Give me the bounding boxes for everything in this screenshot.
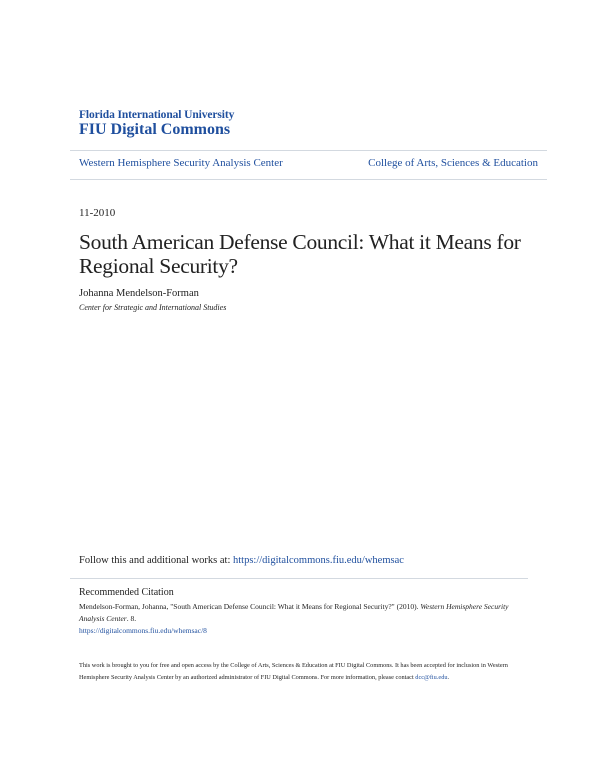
collection-link-whemsac[interactable]: Western Hemisphere Security Analysis Center bbox=[79, 157, 283, 169]
notice-end: . bbox=[447, 674, 450, 681]
citation-number: . 8. bbox=[126, 614, 137, 623]
article-title: South American Defense Council: What it Means for Regional Security? bbox=[79, 230, 521, 278]
follow-line bbox=[79, 555, 404, 566]
header-divider bbox=[70, 179, 547, 180]
repository-link[interactable]: FIU Digital Commons bbox=[79, 121, 231, 138]
institution-link[interactable]: Florida International University bbox=[79, 109, 235, 121]
notice-text: This work is brought to you for free and open access by the College of Arts, Sciences & Education at FIU Digital Commons. It has been accepted for inclusion in Western Hemisphere Security Analysis Center by an authorized administrator of FIU Digital Commons. For more information, please contact bbox=[79, 662, 508, 681]
access-notice bbox=[79, 660, 529, 684]
citation-text: Mendelson-Forman, Johanna, "South American Defense Council: What it Means for Regional Security?" (2010). bbox=[79, 602, 421, 611]
top-divider bbox=[70, 150, 547, 151]
follow-label: Follow this and additional works at: bbox=[79, 555, 233, 566]
citation-journal: Western Hemisphere Security Analysis Center bbox=[79, 602, 509, 623]
follow-link[interactable]: https://digitalcommons.fiu.edu/whemsac bbox=[233, 555, 404, 566]
citation-block bbox=[79, 601, 529, 637]
publication-date: 11-2010 bbox=[79, 207, 116, 219]
citation-divider bbox=[70, 578, 528, 579]
recommended-citation-heading: Recommended Citation bbox=[79, 587, 174, 598]
citation-link[interactable]: https://digitalcommons.fiu.edu/whemsac/8 bbox=[79, 626, 207, 635]
author-name: Johanna Mendelson-Forman bbox=[79, 288, 199, 299]
contact-email-link[interactable]: dcc@fiu.edu bbox=[415, 674, 448, 681]
author-affiliation: Center for Strategic and International Studies bbox=[79, 303, 227, 312]
collection-link-college[interactable]: College of Arts, Sciences & Education bbox=[368, 157, 538, 169]
